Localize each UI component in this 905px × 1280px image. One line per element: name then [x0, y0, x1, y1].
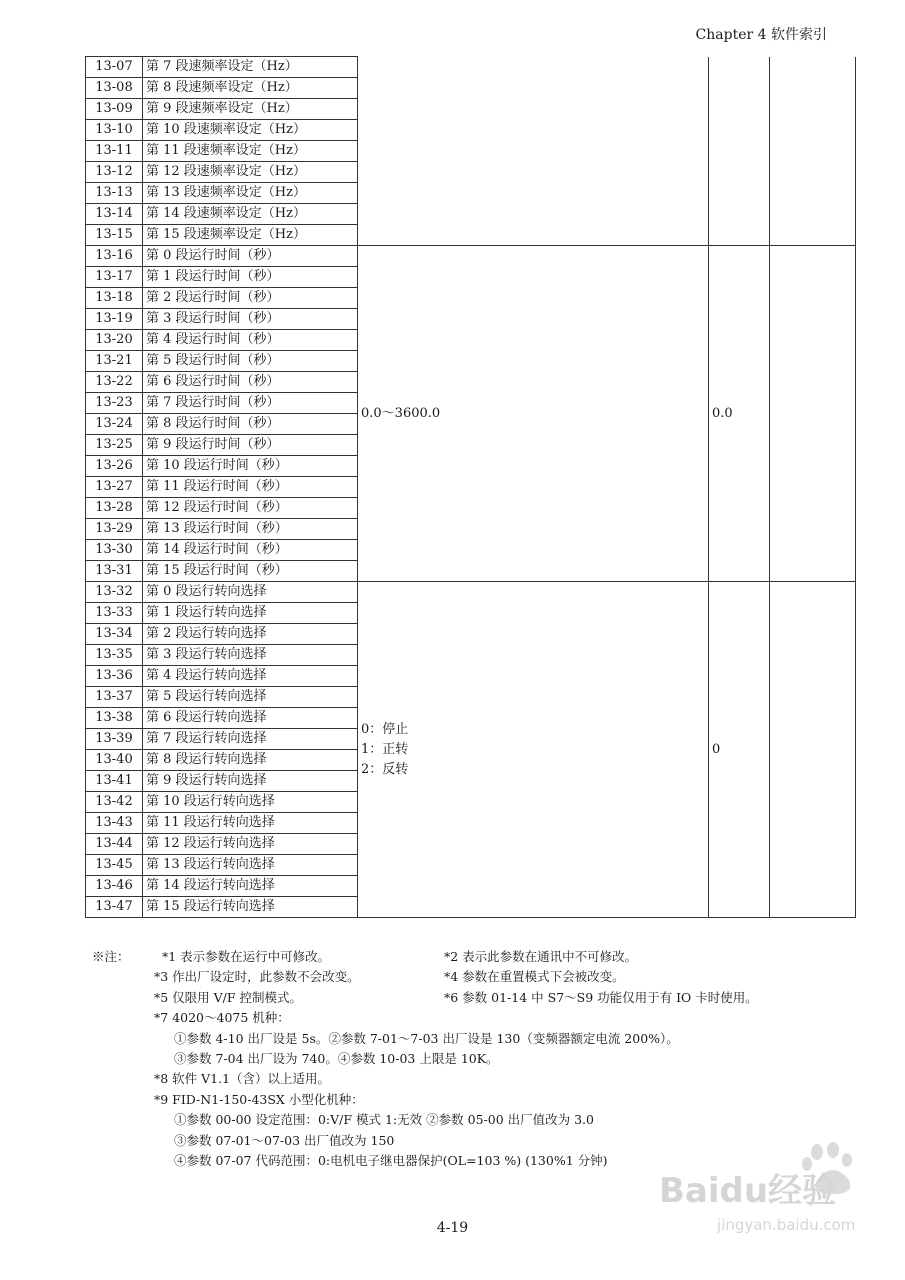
- param-code: 13-35: [86, 645, 143, 666]
- param-code: 13-13: [86, 183, 143, 204]
- param-name: 第 2 段运行转向选择: [143, 624, 358, 645]
- table-row: [86, 246, 856, 267]
- param-code: 13-31: [86, 561, 143, 582]
- note-9-detail-b: ③参数 07-01～07-03 出厂值改为 150: [174, 1132, 395, 1148]
- param-name: 第 13 段运行转向选择: [143, 855, 358, 876]
- range-option: 2：反转: [361, 761, 409, 777]
- param-name: 第 1 段运行时间（秒）: [143, 267, 358, 288]
- param-name: 第 14 段运行时间（秒）: [143, 540, 358, 561]
- param-name: 第 12 段运行转向选择: [143, 834, 358, 855]
- param-name: 第 8 段运行转向选择: [143, 750, 358, 771]
- page-header: Chapter 4 软件索引: [695, 27, 827, 43]
- param-name: 第 4 段运行转向选择: [143, 666, 358, 687]
- note-7-detail-b: ③参数 7-04 出厂设为 740。④参数 10-03 上限是 10K。: [174, 1050, 499, 1066]
- param-name: 第 15 段速频率设定（Hz）: [143, 225, 358, 246]
- watermark-logo: Baidu经验: [659, 1171, 837, 1211]
- baidu-watermark: [657, 1140, 857, 1240]
- param-code: 13-15: [86, 225, 143, 246]
- note-9-detail-c: ④参数 07-07 代码范围：0:电机电子继电器保护(OL=103 %) (130%1 分钟): [174, 1152, 608, 1168]
- param-code: 13-19: [86, 309, 143, 330]
- param-code: 13-39: [86, 729, 143, 750]
- param-name: 第 10 段运行转向选择: [143, 792, 358, 813]
- param-code: 13-08: [86, 78, 143, 99]
- param-default: 0.0: [709, 246, 770, 582]
- param-default: 0: [709, 582, 770, 918]
- param-name: 第 1 段运行转向选择: [143, 603, 358, 624]
- note-8: *8 软件 V1.1（含）以上适用。: [154, 1071, 331, 1087]
- note-2: *2 表示此参数在通讯中不可修改。: [444, 949, 638, 964]
- param-code: 13-25: [86, 435, 143, 456]
- param-code: 13-21: [86, 351, 143, 372]
- param-name: 第 0 段运行转向选择: [143, 582, 358, 603]
- param-name: 第 3 段运行时间（秒）: [143, 309, 358, 330]
- param-name: 第 8 段速频率设定（Hz）: [143, 78, 358, 99]
- param-extra: [770, 246, 856, 582]
- param-code: 13-27: [86, 477, 143, 498]
- param-code: 13-26: [86, 456, 143, 477]
- param-name: 第 9 段速频率设定（Hz）: [143, 99, 358, 120]
- param-code: 13-28: [86, 498, 143, 519]
- param-code: 13-17: [86, 267, 143, 288]
- param-name: 第 10 段速频率设定（Hz）: [143, 120, 358, 141]
- param-name: 第 12 段速频率设定（Hz）: [143, 162, 358, 183]
- param-name: 第 9 段运行时间（秒）: [143, 435, 358, 456]
- param-code: 13-41: [86, 771, 143, 792]
- param-code: 13-32: [86, 582, 143, 603]
- param-code: 13-24: [86, 414, 143, 435]
- param-name: 第 15 段运行转向选择: [143, 897, 358, 918]
- param-code: 13-47: [86, 897, 143, 918]
- note-5: *5 仅限用 V/F 控制模式。: [154, 989, 303, 1005]
- range-option: 0：停止: [361, 721, 409, 737]
- table-row: [86, 57, 856, 78]
- param-code: 13-20: [86, 330, 143, 351]
- param-name: 第 2 段运行时间（秒）: [143, 288, 358, 309]
- param-name: 第 5 段运行时间（秒）: [143, 351, 358, 372]
- watermark-url: jingyan.baidu.com: [717, 1216, 856, 1234]
- param-code: 13-18: [86, 288, 143, 309]
- param-name: 第 5 段运行转向选择: [143, 687, 358, 708]
- param-name: 第 9 段运行转向选择: [143, 771, 358, 792]
- param-name: 第 8 段运行时间（秒）: [143, 414, 358, 435]
- param-code: 13-22: [86, 372, 143, 393]
- note-6: *6 参数 01-14 中 S7～S9 功能仅用于有 IO 卡时使用。: [444, 989, 758, 1005]
- param-name: 第 11 段运行转向选择: [143, 813, 358, 834]
- note-7-detail-a: ①参数 4-10 出厂设是 5s。②参数 7-01～7-03 出厂设是 130（变频器额定电流 200%）。: [174, 1030, 679, 1046]
- note-3: *3 作出厂设定时，此参数不会改变。: [154, 969, 360, 985]
- param-name: 第 14 段运行转向选择: [143, 876, 358, 897]
- param-name: 第 11 段运行时间（秒）: [143, 477, 358, 498]
- param-name: 第 12 段运行时间（秒）: [143, 498, 358, 519]
- param-code: 13-43: [86, 813, 143, 834]
- table-row: [86, 582, 856, 603]
- param-code: 13-45: [86, 855, 143, 876]
- param-code: 13-16: [86, 246, 143, 267]
- param-extra: [770, 582, 856, 918]
- param-code: 13-29: [86, 519, 143, 540]
- param-name: 第 7 段速频率设定（Hz）: [143, 57, 358, 78]
- param-name: 第 14 段速频率设定（Hz）: [143, 204, 358, 225]
- param-name: 第 7 段运行时间（秒）: [143, 393, 358, 414]
- param-code: 13-07: [86, 57, 143, 78]
- param-extra: [770, 57, 856, 246]
- param-name: 第 4 段运行时间（秒）: [143, 330, 358, 351]
- param-code: 13-38: [86, 708, 143, 729]
- range-option: 1：正转: [361, 741, 409, 757]
- param-code: 13-37: [86, 687, 143, 708]
- param-code: 13-33: [86, 603, 143, 624]
- param-default: [709, 57, 770, 246]
- page-number: 4-19: [436, 1220, 469, 1236]
- param-name: 第 15 段运行时间（秒）: [143, 561, 358, 582]
- note-9-detail-a: ①参数 00-00 设定范围：0:V/F 模式 1:无效 ②参数 05-00 出厂值改为 3.0: [174, 1112, 594, 1128]
- param-code: 13-46: [86, 876, 143, 897]
- param-code: 13-14: [86, 204, 143, 225]
- param-code: 13-36: [86, 666, 143, 687]
- parameter-table: [85, 56, 856, 918]
- param-name: 第 6 段运行转向选择: [143, 708, 358, 729]
- param-range: 0.0～3600.0: [358, 246, 709, 582]
- param-code: 13-11: [86, 141, 143, 162]
- param-code: 13-23: [86, 393, 143, 414]
- param-code: 13-30: [86, 540, 143, 561]
- note-9: *9 FID-N1-150-43SX 小型化机种：: [154, 1091, 364, 1107]
- param-code: 13-12: [86, 162, 143, 183]
- param-code: 13-40: [86, 750, 143, 771]
- note-7: *7 4020～4075 机种：: [154, 1010, 290, 1026]
- param-range: [358, 57, 709, 246]
- param-name: 第 3 段运行转向选择: [143, 645, 358, 666]
- param-name: 第 0 段运行时间（秒）: [143, 246, 358, 267]
- param-name: 第 7 段运行转向选择: [143, 729, 358, 750]
- param-code: 13-09: [86, 99, 143, 120]
- note-1: *1 表示参数在运行中可修改。: [162, 949, 331, 964]
- param-code: 13-10: [86, 120, 143, 141]
- param-name: 第 10 段运行时间（秒）: [143, 456, 358, 477]
- param-code: 13-34: [86, 624, 143, 645]
- param-name: 第 6 段运行时间（秒）: [143, 372, 358, 393]
- param-code: 13-44: [86, 834, 143, 855]
- note-4: *4 参数在重置模式下会被改变。: [444, 969, 625, 985]
- param-name: 第 13 段速频率设定（Hz）: [143, 183, 358, 204]
- notes-label: ※注：: [92, 949, 130, 964]
- param-name: 第 13 段运行时间（秒）: [143, 519, 358, 540]
- param-name: 第 11 段速频率设定（Hz）: [143, 141, 358, 162]
- param-range: [358, 582, 709, 918]
- param-code: 13-42: [86, 792, 143, 813]
